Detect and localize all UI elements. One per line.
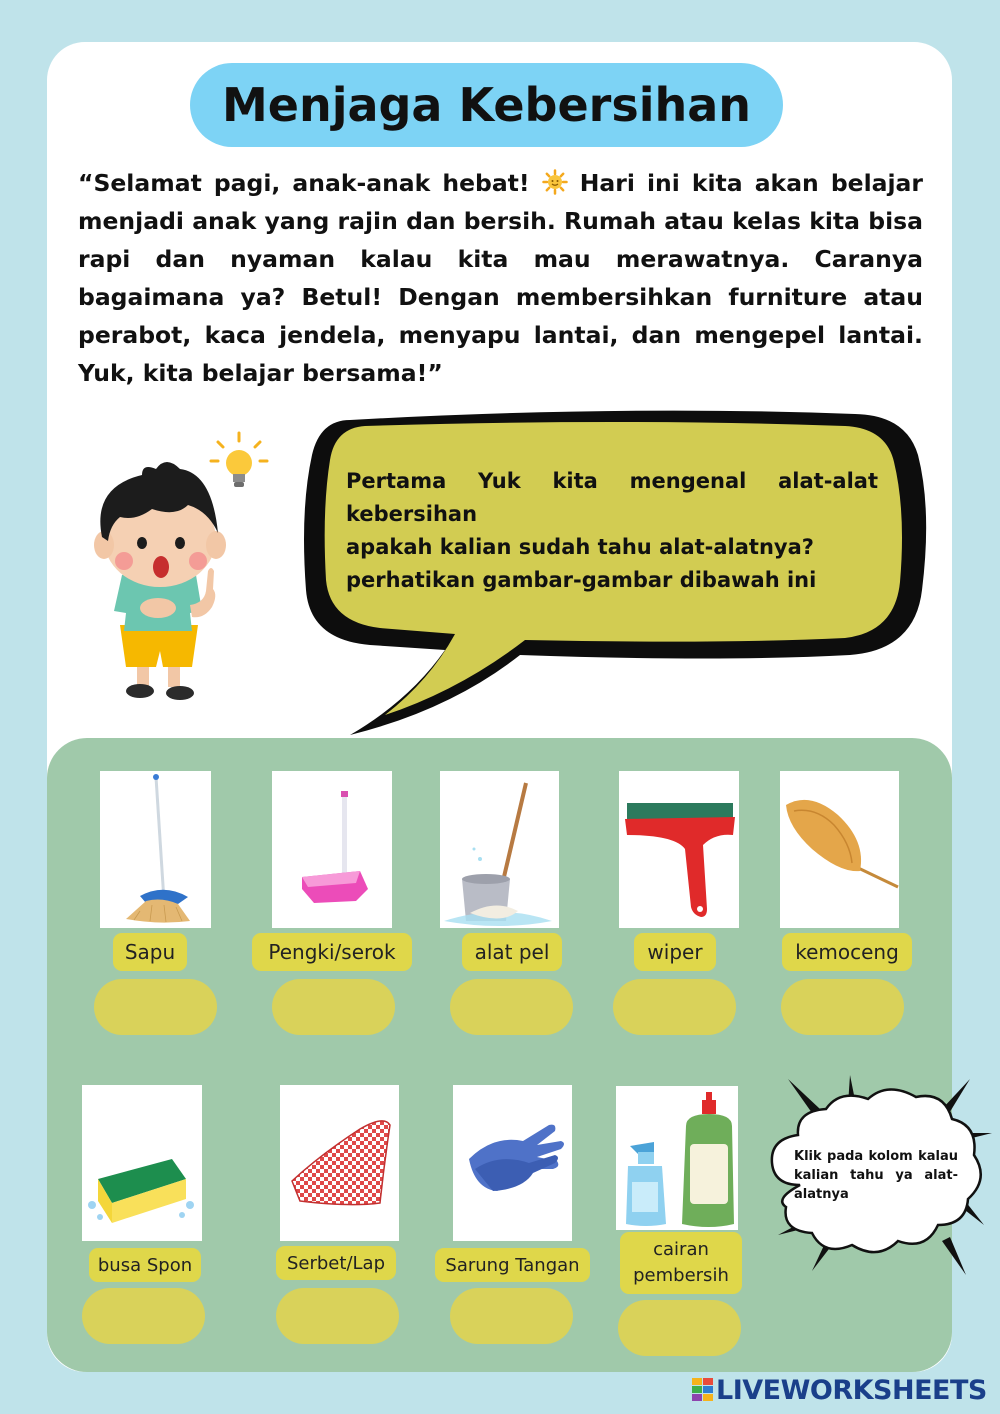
label-sapu: Sapu bbox=[113, 933, 187, 971]
answer-box-serbet-lap[interactable] bbox=[276, 1288, 399, 1344]
intro-text-start: “Selamat pagi, anak-anak hebat! bbox=[78, 169, 530, 197]
intro-paragraph bbox=[78, 164, 923, 392]
broom-picture bbox=[100, 771, 211, 928]
label-serbet-lap: Serbet/Lap bbox=[276, 1246, 396, 1280]
speech-line-4: perhatikan gambar-gambar dibawah ini bbox=[346, 568, 817, 592]
feather-duster-picture bbox=[780, 771, 899, 928]
cloth-picture bbox=[280, 1085, 399, 1241]
label-sarung-tangan: Sarung Tangan bbox=[435, 1248, 590, 1282]
label-kemoceng: kemoceng bbox=[782, 933, 912, 971]
brand-name: LIVEWORKSHEETS bbox=[716, 1374, 987, 1406]
cleaning-liquid-icon bbox=[616, 1086, 738, 1230]
answer-box-wiper[interactable] bbox=[613, 979, 736, 1035]
thinking-boy-illustration bbox=[80, 425, 280, 710]
gloves-picture bbox=[453, 1085, 572, 1241]
lightbulb-icon bbox=[211, 433, 267, 487]
answer-box-pengki[interactable] bbox=[272, 979, 395, 1035]
label-alat-pel: alat pel bbox=[462, 933, 562, 971]
sun-emoji-icon bbox=[542, 169, 568, 195]
gloves-icon bbox=[453, 1085, 572, 1241]
label-busa-spon: busa Spon bbox=[89, 1248, 201, 1282]
sponge-icon bbox=[82, 1085, 202, 1241]
feather-duster-icon bbox=[780, 771, 899, 928]
answer-box-kemoceng[interactable] bbox=[781, 979, 904, 1035]
answer-box-alat-pel[interactable] bbox=[450, 979, 573, 1035]
label-pengki: Pengki/serok bbox=[252, 933, 412, 971]
intro-text-rest: Hari ini kita akan belajar menjadi anak yang rajin dan bersih. Rumah atau kelas kita bisa rapi dan nyaman kalau kita mau merawatnya. Caranya bagaimana ya? Betul! Dengan membersihkan furniture atau perabot, kaca jendela, menyapu lantai, dan mengepel lantai. Yuk, kita belajar bersama!” bbox=[78, 169, 924, 387]
instruction-cloud-text: Klik pada kolom kalau kalian tahu ya alat-alatnya bbox=[794, 1149, 958, 1202]
mop-picture bbox=[440, 771, 559, 928]
answer-box-cairan-pembersih[interactable] bbox=[618, 1300, 741, 1356]
speech-bubble-text bbox=[346, 465, 878, 597]
answer-box-sarung-tangan[interactable] bbox=[450, 1288, 573, 1344]
broom-icon bbox=[100, 771, 211, 928]
squeegee-icon bbox=[619, 771, 739, 928]
answer-box-busa-spon[interactable] bbox=[82, 1288, 205, 1344]
dustpan-picture bbox=[272, 771, 392, 928]
sponge-picture bbox=[82, 1085, 202, 1241]
dustpan-icon bbox=[272, 771, 392, 928]
cleaning-liquid-picture bbox=[616, 1086, 738, 1230]
speech-line-3: apakah kalian sudah tahu alat-alatnya? bbox=[346, 535, 814, 559]
label-cairan-pembersih: cairan pembersih bbox=[620, 1232, 742, 1294]
mop-bucket-icon bbox=[440, 771, 559, 928]
liveworksheets-logo-icon bbox=[692, 1378, 714, 1402]
answer-box-sapu[interactable] bbox=[94, 979, 217, 1035]
label-wiper: wiper bbox=[634, 933, 716, 971]
wiper-picture bbox=[619, 771, 739, 928]
speech-line-2: kebersihan bbox=[346, 502, 478, 526]
title-banner bbox=[190, 63, 783, 147]
liveworksheets-logo bbox=[692, 1375, 987, 1405]
speech-line-1: Pertama Yuk kita mengenal alat-alat bbox=[346, 469, 878, 493]
page-title: Menjaga Kebersihan bbox=[221, 78, 752, 132]
cloth-icon bbox=[280, 1085, 399, 1241]
